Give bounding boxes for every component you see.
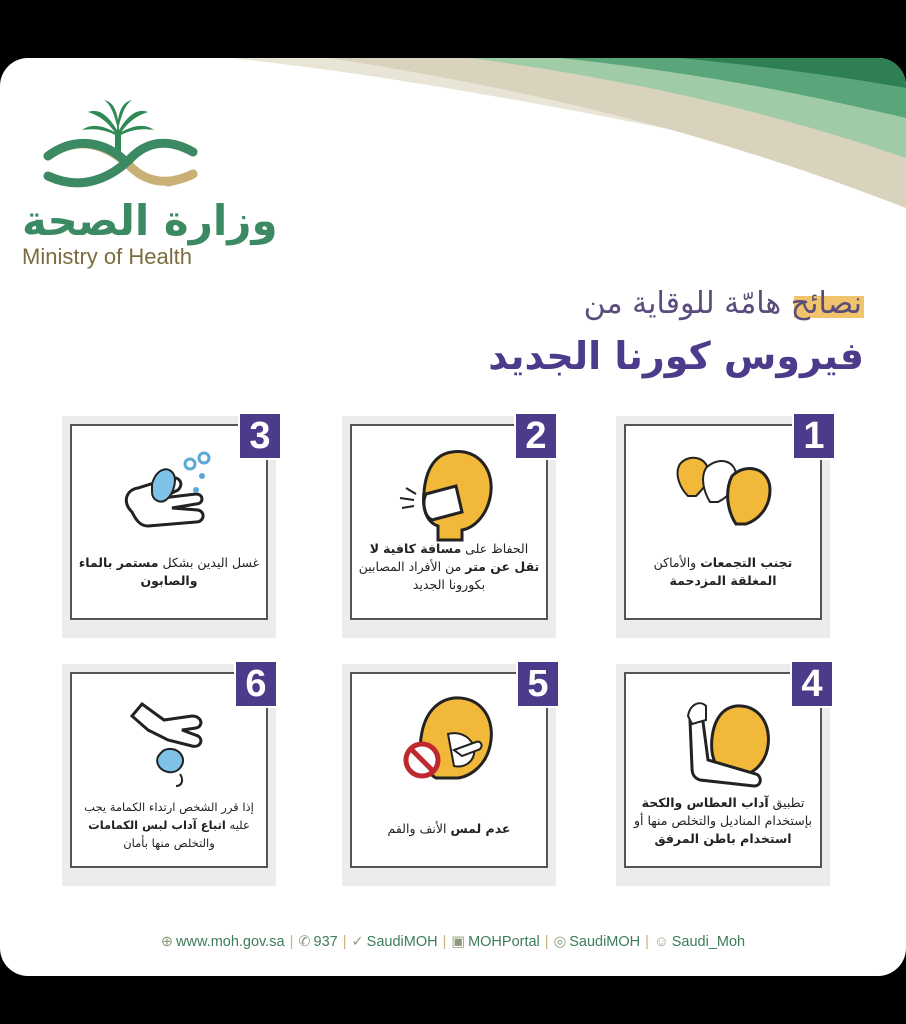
- tip-5-number: 5: [516, 660, 560, 708]
- tip-4-text: تطبيق آداب العطاس والكحة بإستخدام المناديل والتخلص منها أو استخدام باطن المرفق: [633, 795, 813, 846]
- tip-3-text: غسل اليدين بشكل مستمر بالماء والصابون: [78, 555, 260, 588]
- twitter-icon: ✓: [351, 934, 364, 950]
- contact-footer: ⊕ www.moh.gov.sa | ✆ 937 | ✓ SaudiMOH | ▣ MOHPortal | ◎ SaudiMOH | ☺ Saudi_Moh: [160, 934, 746, 950]
- face-mask-person-icon: [392, 442, 512, 542]
- instagram-link[interactable]: ◎ SaudiMOH: [553, 934, 641, 950]
- tip-2-text: الحفاظ على مسافة كافية لا تقل عن متر من الأفراد المصابين بكورونا الجديد: [358, 541, 540, 592]
- subtitle: نصائح هامّة للوقاية من: [583, 286, 862, 321]
- phone-icon: ✆: [298, 934, 311, 950]
- youtube-icon: ▣: [451, 934, 466, 950]
- palm-swords-emblem-icon: [18, 94, 218, 194]
- poster-card: [0, 58, 906, 976]
- logo-arabic-name: وزارة الصحة: [22, 196, 278, 245]
- logo-english-name: Ministry of Health: [22, 244, 192, 269]
- page-title: فيروس كورنا الجديد: [488, 334, 864, 378]
- instagram-icon: ◎: [553, 934, 567, 950]
- twitter-link[interactable]: ✓ SaudiMOH: [351, 934, 438, 950]
- tip-4-number: 4: [790, 660, 834, 708]
- tip-5-text: عدم لمس الأنف والفم: [387, 821, 511, 836]
- snapchat-icon: ☺: [653, 934, 669, 950]
- snapchat-link[interactable]: ☺ Saudi_Moh: [653, 934, 746, 950]
- crowd-people-icon: [666, 442, 786, 542]
- sneeze-elbow-icon: [666, 690, 786, 790]
- tip-1-number: 1: [792, 412, 836, 460]
- tip-6-number: 6: [234, 660, 278, 708]
- no-face-touch-icon: [392, 690, 512, 790]
- youtube-link[interactable]: ▣ MOHPortal: [451, 934, 540, 950]
- tip-2-number: 2: [514, 412, 558, 460]
- globe-icon: ⊕: [160, 934, 174, 950]
- mask-disposal-icon: [112, 690, 232, 790]
- website-link[interactable]: ⊕ www.moh.gov.sa: [160, 934, 285, 950]
- tip-1-text: تجنب التجمعات والأماكن المغلقة المزدحمة: [653, 555, 793, 588]
- tip-3-number: 3: [238, 412, 282, 460]
- phone-link[interactable]: ✆ 937: [298, 934, 338, 950]
- hand-washing-icon: [112, 442, 232, 542]
- tip-6-text: إذا قرر الشخص ارتداء الكمامة يجب عليه اتباع آداب لبس الكمامات والتخلص منها بأمان: [84, 800, 254, 850]
- subtitle-block: [434, 286, 864, 326]
